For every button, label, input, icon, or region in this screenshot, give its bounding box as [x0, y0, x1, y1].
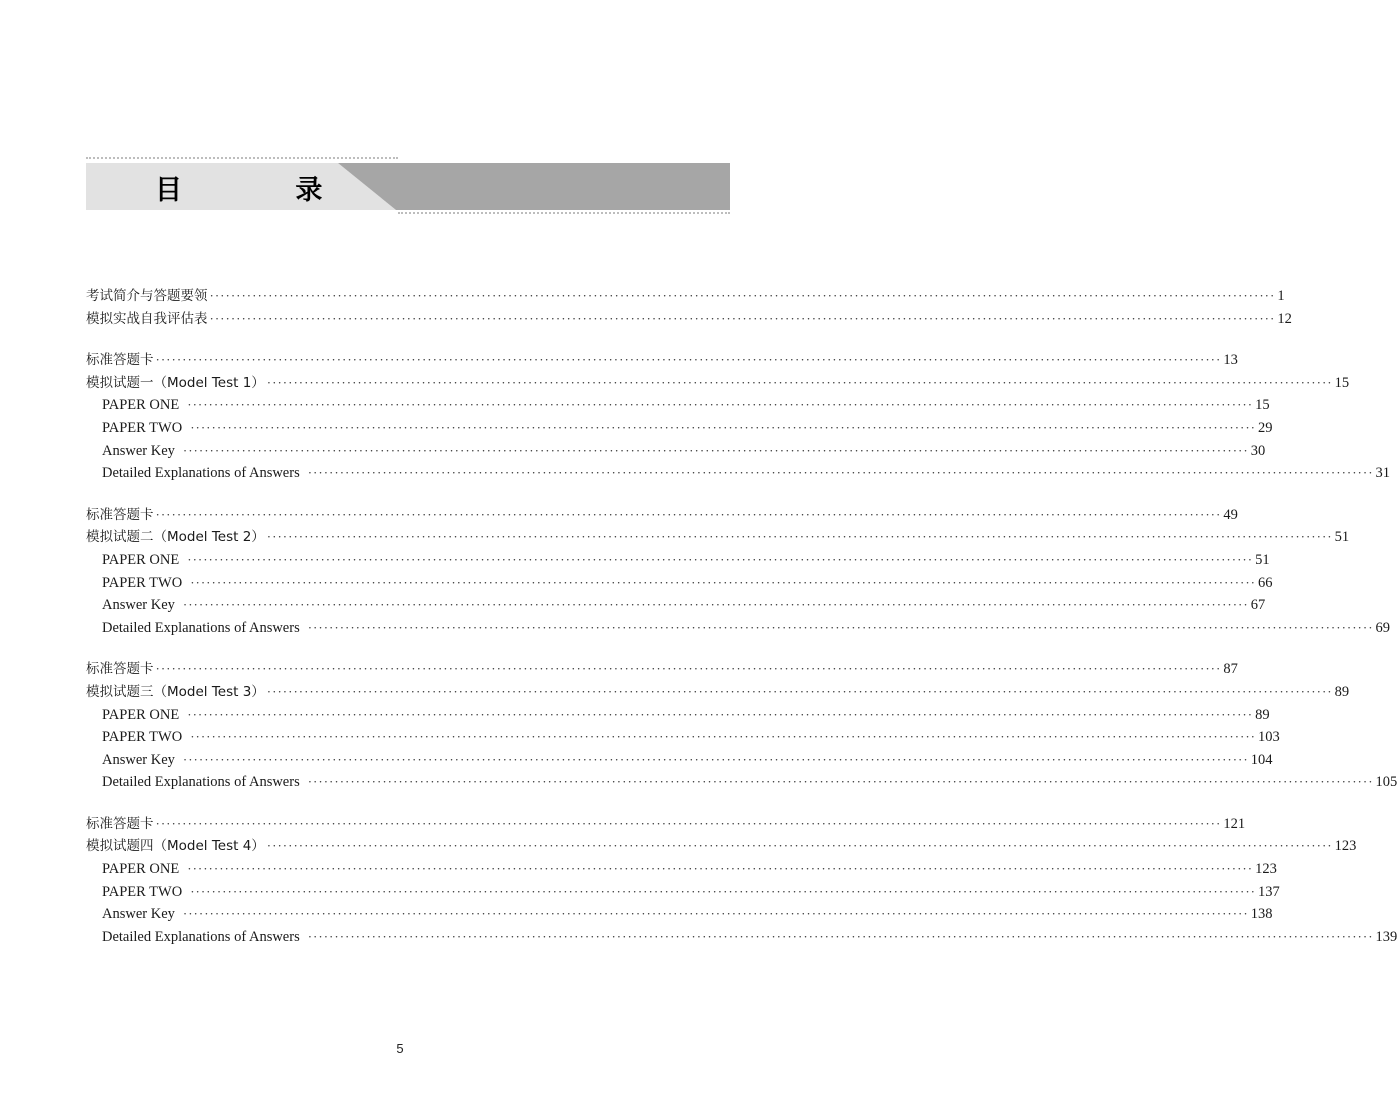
toc-entry-page: 31: [1375, 465, 1391, 482]
dot-leader: ········································································································································································································: [155, 352, 1222, 368]
toc-entry-label: 模拟试题三（Model Test 3）: [86, 683, 265, 700]
toc-entry-label: PAPER TWO: [102, 419, 183, 436]
toc-entry-label: PAPER TWO: [102, 574, 183, 591]
toc-entry-label: PAPER ONE: [102, 397, 180, 414]
dot-leader: ········································································································································································································: [307, 465, 1374, 481]
toc-entry-label: 模拟试题二（Model Test 2）: [86, 529, 265, 546]
toc-entry[interactable]: [86, 308, 1292, 331]
toc-entry[interactable]: [86, 594, 1266, 617]
toc-entry[interactable]: [86, 417, 1273, 440]
toc-entry-page: 89: [1255, 706, 1270, 723]
dot-leader: ········································································································································································································: [187, 706, 1254, 722]
dot-leader: ········································································································································································································: [266, 838, 1333, 854]
toc-entry[interactable]: [86, 704, 1270, 727]
toc-entry[interactable]: [86, 349, 1238, 372]
toc-entry[interactable]: [86, 285, 1285, 308]
dot-leader: ········································································································································································································: [187, 551, 1254, 567]
toc-entry[interactable]: [86, 681, 1350, 704]
toc-entry-label: 标准答题卡: [86, 815, 154, 832]
toc-entry[interactable]: [86, 881, 1280, 904]
toc-entry-label: PAPER ONE: [102, 861, 180, 878]
toc-entry-label: 标准答题卡: [86, 661, 154, 678]
dot-leader: ········································································································································································································: [209, 288, 1276, 303]
toc-entry-page: 123: [1255, 861, 1277, 878]
dot-leader: ········································································································································································································: [182, 442, 1249, 458]
toc-entry[interactable]: [86, 926, 1397, 949]
toc-entry[interactable]: [86, 462, 1391, 485]
toc-entry-page: 139: [1375, 928, 1397, 945]
toc-entry-page: 87: [1223, 661, 1238, 678]
dot-leader: ········································································································································································································: [187, 397, 1254, 413]
toc-entry-page: 67: [1250, 597, 1266, 614]
dotted-rule-bottom: [398, 212, 730, 214]
toc-entry-page: 13: [1223, 352, 1238, 369]
toc-entry-page: 51: [1255, 551, 1270, 568]
toc-group: [86, 813, 1397, 949]
toc-entry[interactable]: [86, 835, 1357, 858]
dot-leader: ········································································································································································································: [266, 683, 1333, 699]
toc-entry-page: 49: [1223, 506, 1238, 523]
toc-entry-label: Detailed Explanations of Answers: [102, 928, 300, 945]
toc-entry-label: 标准答题卡: [86, 352, 154, 369]
toc-entry-label: Answer Key: [102, 442, 175, 459]
toc-group: [86, 349, 1391, 485]
toc-entry-page: 12: [1277, 310, 1292, 327]
toc-entry-label: PAPER ONE: [102, 551, 180, 568]
toc-group: [86, 285, 1292, 330]
toc-entry-page: 69: [1375, 619, 1391, 636]
toc-entry-label: Answer Key: [102, 906, 175, 923]
toc-entry-label: Detailed Explanations of Answers: [102, 619, 300, 636]
toc-entry-label: Answer Key: [102, 597, 175, 614]
dot-leader: ········································································································································································································: [266, 374, 1333, 390]
toc-entry-page: 105: [1375, 774, 1397, 791]
dot-leader: ········································································································································································································: [307, 928, 1374, 944]
toc-entry[interactable]: [86, 658, 1238, 681]
dot-leader: ········································································································································································································: [187, 861, 1254, 877]
toc-entry-label: 标准答题卡: [86, 506, 154, 523]
toc-entry-page: 15: [1334, 374, 1350, 391]
toc-entry-page: 51: [1334, 529, 1350, 546]
page-number: 5: [396, 1041, 404, 1056]
dot-leader: ········································································································································································································: [307, 774, 1374, 790]
toc-entry[interactable]: [86, 726, 1280, 749]
toc-entry-page: 89: [1334, 683, 1350, 700]
toc-entry-page: 30: [1250, 442, 1266, 459]
toc-entry-label: Answer Key: [102, 751, 175, 768]
toc-entry-label: 模拟实战自我评估表: [86, 310, 208, 327]
dot-leader: ········································································································································································································: [155, 506, 1222, 522]
page-header: [0, 0, 800, 230]
dotted-rule-top: [86, 157, 398, 159]
dot-leader: ········································································································································································································: [209, 310, 1276, 326]
toc-entry-label: 考试简介与答题要领: [86, 288, 208, 304]
toc-entry-page: 138: [1250, 906, 1273, 923]
toc-entry-label: PAPER TWO: [102, 883, 183, 900]
toc-entry-page: 1: [1277, 288, 1285, 304]
toc-entry[interactable]: [86, 749, 1273, 772]
dot-leader: ········································································································································································································: [182, 906, 1249, 922]
toc-entry[interactable]: [86, 394, 1270, 417]
dot-leader: ········································································································································································································: [307, 619, 1374, 635]
dot-leader: ········································································································································································································: [266, 529, 1333, 545]
toc-entry-page: 123: [1334, 838, 1357, 855]
toc-entry[interactable]: [86, 617, 1391, 640]
toc-entry-label: PAPER ONE: [102, 706, 180, 723]
toc-entry[interactable]: [86, 549, 1270, 572]
toc-entry[interactable]: [86, 903, 1273, 926]
toc-entry-page: 121: [1223, 815, 1246, 832]
toc-entry-label: Detailed Explanations of Answers: [102, 465, 300, 482]
toc-entry-label: PAPER TWO: [102, 729, 183, 746]
toc-entry[interactable]: [86, 572, 1273, 595]
dot-leader: ········································································································································································································: [190, 883, 1257, 899]
toc-entry-page: 66: [1258, 574, 1273, 591]
toc-entry-page: 104: [1250, 751, 1273, 768]
toc-group: [86, 504, 1391, 640]
toc-entry[interactable]: [86, 504, 1238, 527]
toc-group: [86, 658, 1397, 794]
toc-entry[interactable]: [86, 813, 1246, 836]
toc-entry-page: 29: [1258, 419, 1273, 436]
toc-entry[interactable]: [86, 526, 1350, 549]
toc-entry-label: 模拟试题一（Model Test 1）: [86, 374, 265, 391]
toc-entry-label: 模拟试题四（Model Test 4）: [86, 838, 265, 855]
toc-entry[interactable]: [86, 372, 1350, 395]
dot-leader: ········································································································································································································: [190, 419, 1257, 435]
dot-leader: ········································································································································································································: [155, 815, 1222, 831]
page-title: 目 录: [155, 175, 375, 206]
dot-leader: ········································································································································································································: [182, 751, 1249, 767]
dot-leader: ········································································································································································································: [190, 729, 1257, 745]
dot-leader: ········································································································································································································: [190, 574, 1257, 590]
toc-entry-page: 137: [1258, 883, 1280, 900]
toc-entry-label: Detailed Explanations of Answers: [102, 774, 300, 791]
toc-entry[interactable]: [86, 440, 1266, 463]
toc-entry-page: 15: [1255, 397, 1270, 414]
dot-leader: ········································································································································································································: [182, 597, 1249, 613]
toc-entry-page: 103: [1258, 729, 1280, 746]
dot-leader: ········································································································································································································: [155, 661, 1222, 677]
toc-entry[interactable]: [86, 858, 1277, 881]
table-of-contents: [86, 285, 1397, 967]
toc-entry[interactable]: [86, 771, 1397, 794]
